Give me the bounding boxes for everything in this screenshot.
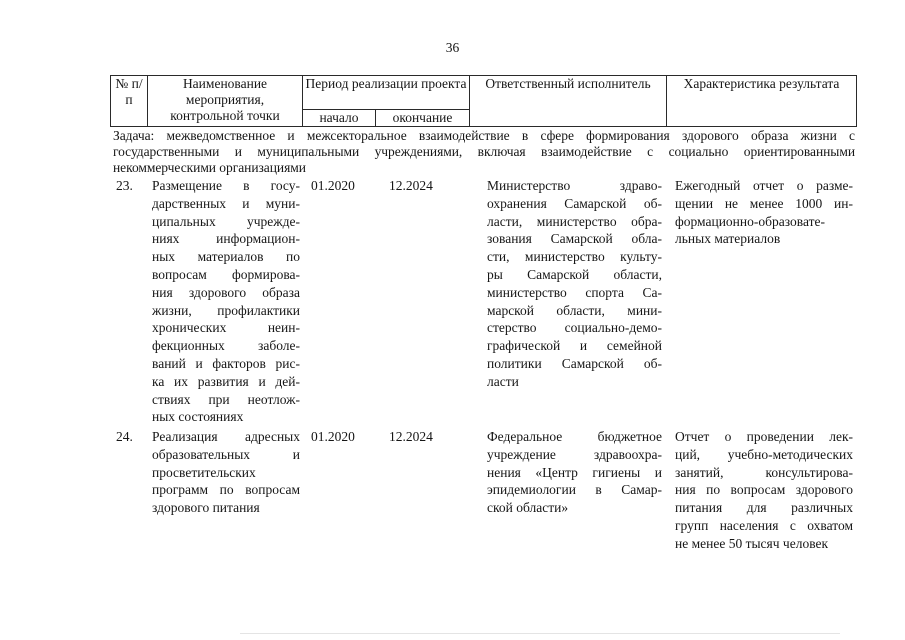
row-number: 23.: [116, 178, 133, 193]
text-line: Федеральное бюджетное: [487, 429, 662, 444]
text-line: жизни, профилактики: [152, 302, 300, 318]
row-number: 24.: [116, 429, 133, 444]
row-result: [675, 428, 853, 553]
text-line: Отчет о проведении лек-: [675, 429, 853, 444]
text-line: программ по вопросам: [152, 482, 300, 498]
text-line: Министерство здраво-: [487, 178, 662, 193]
row-name: [152, 428, 300, 517]
table-header: [110, 75, 857, 127]
text-line: охранения Самарской об-: [487, 195, 662, 211]
text-line: вопросам формирова-: [152, 266, 300, 282]
text-line: зования Самарской обла-: [487, 231, 662, 247]
text-line: ской области»: [487, 500, 569, 516]
text-line: учреждение здравоохра-: [487, 446, 662, 462]
header-result: Характеристика результата: [667, 76, 857, 127]
text-line: политики Самарской об-: [487, 355, 662, 371]
row-start: 01.2020: [311, 178, 355, 193]
text-line: стерство социально-демо-: [487, 320, 662, 336]
text-line: занятий, консультирова-: [675, 464, 853, 480]
text-line: ций, учебно-методических: [675, 446, 853, 462]
text-line: ниях информацион-: [152, 231, 300, 247]
text-line: ния по вопросам здорового: [675, 482, 853, 498]
text-line: графической и семейной: [487, 338, 662, 354]
text-line: питания для различных: [675, 500, 853, 516]
text-line: групп населения с охватом: [675, 517, 853, 533]
row-name: [152, 177, 300, 426]
header-period: Период реализации проекта: [303, 76, 470, 110]
row-executor: [487, 177, 662, 391]
text-line: ры Самарской области,: [487, 266, 662, 282]
text-line: ласти: [487, 373, 519, 389]
text-line: не менее 50 тысяч человек: [675, 535, 829, 551]
scan-artifact-line: [240, 633, 840, 634]
text-line: формационно-образовате-: [675, 213, 825, 229]
text-line: ципальных учрежде-: [152, 213, 300, 229]
page-number: 36: [445, 40, 460, 55]
text-line: эпидемиологии в Самар-: [487, 482, 662, 498]
text-line: ния здорового образа: [152, 284, 300, 300]
header-executor: Ответственный исполнитель: [470, 76, 667, 127]
row-start: 01.2020: [311, 429, 355, 444]
task-text: Задача: межведомственное и межсекторальное взаимодействие в сфере формирования здорового образа жизни с государственными и муниципальными учреждениями, включая взаимодействие с социально ориентированными некоммерческими организациями: [113, 128, 855, 175]
header-name: Наименование мероприятия, контрольной точки: [148, 76, 303, 127]
text-line: марской области, мини-: [487, 302, 662, 318]
row-executor: [487, 428, 662, 517]
text-line: ствиях при неотлож-: [152, 391, 300, 407]
text-line: льных материалов: [675, 231, 781, 247]
header-num: № п/п: [111, 76, 148, 127]
header-end: окончание: [376, 110, 470, 127]
text-line: ласти, министерство обра-: [487, 213, 662, 229]
text-line: фекционных заболе-: [152, 338, 300, 354]
text-line: ваний и факторов рис-: [152, 355, 300, 371]
text-line: щении не менее 1000 ин-: [675, 195, 853, 211]
row-end: 12.2024: [389, 429, 433, 444]
text-line: Размещение в госу-: [152, 178, 300, 193]
text-line: образовательных и: [152, 446, 300, 462]
text-line: сти, министерство культу-: [487, 249, 662, 265]
text-line: дарственных и муни-: [152, 195, 300, 211]
row-end: 12.2024: [389, 178, 433, 193]
text-line: ных материалов по: [152, 249, 300, 265]
text-line: Ежегодный отчет о разме-: [675, 178, 853, 193]
text-line: просветительских: [152, 464, 256, 480]
header-start: начало: [303, 110, 376, 127]
text-line: здорового питания: [152, 500, 260, 516]
text-line: хронических неин-: [152, 320, 300, 336]
text-line: Реализация адресных: [152, 429, 300, 444]
text-line: министерство спорта Са-: [487, 284, 662, 300]
text-line: ка их развития и дей-: [152, 373, 300, 389]
row-result: [675, 177, 853, 248]
text-line: ных состояниях: [152, 409, 244, 425]
text-line: нения «Центр гигиены и: [487, 464, 662, 480]
